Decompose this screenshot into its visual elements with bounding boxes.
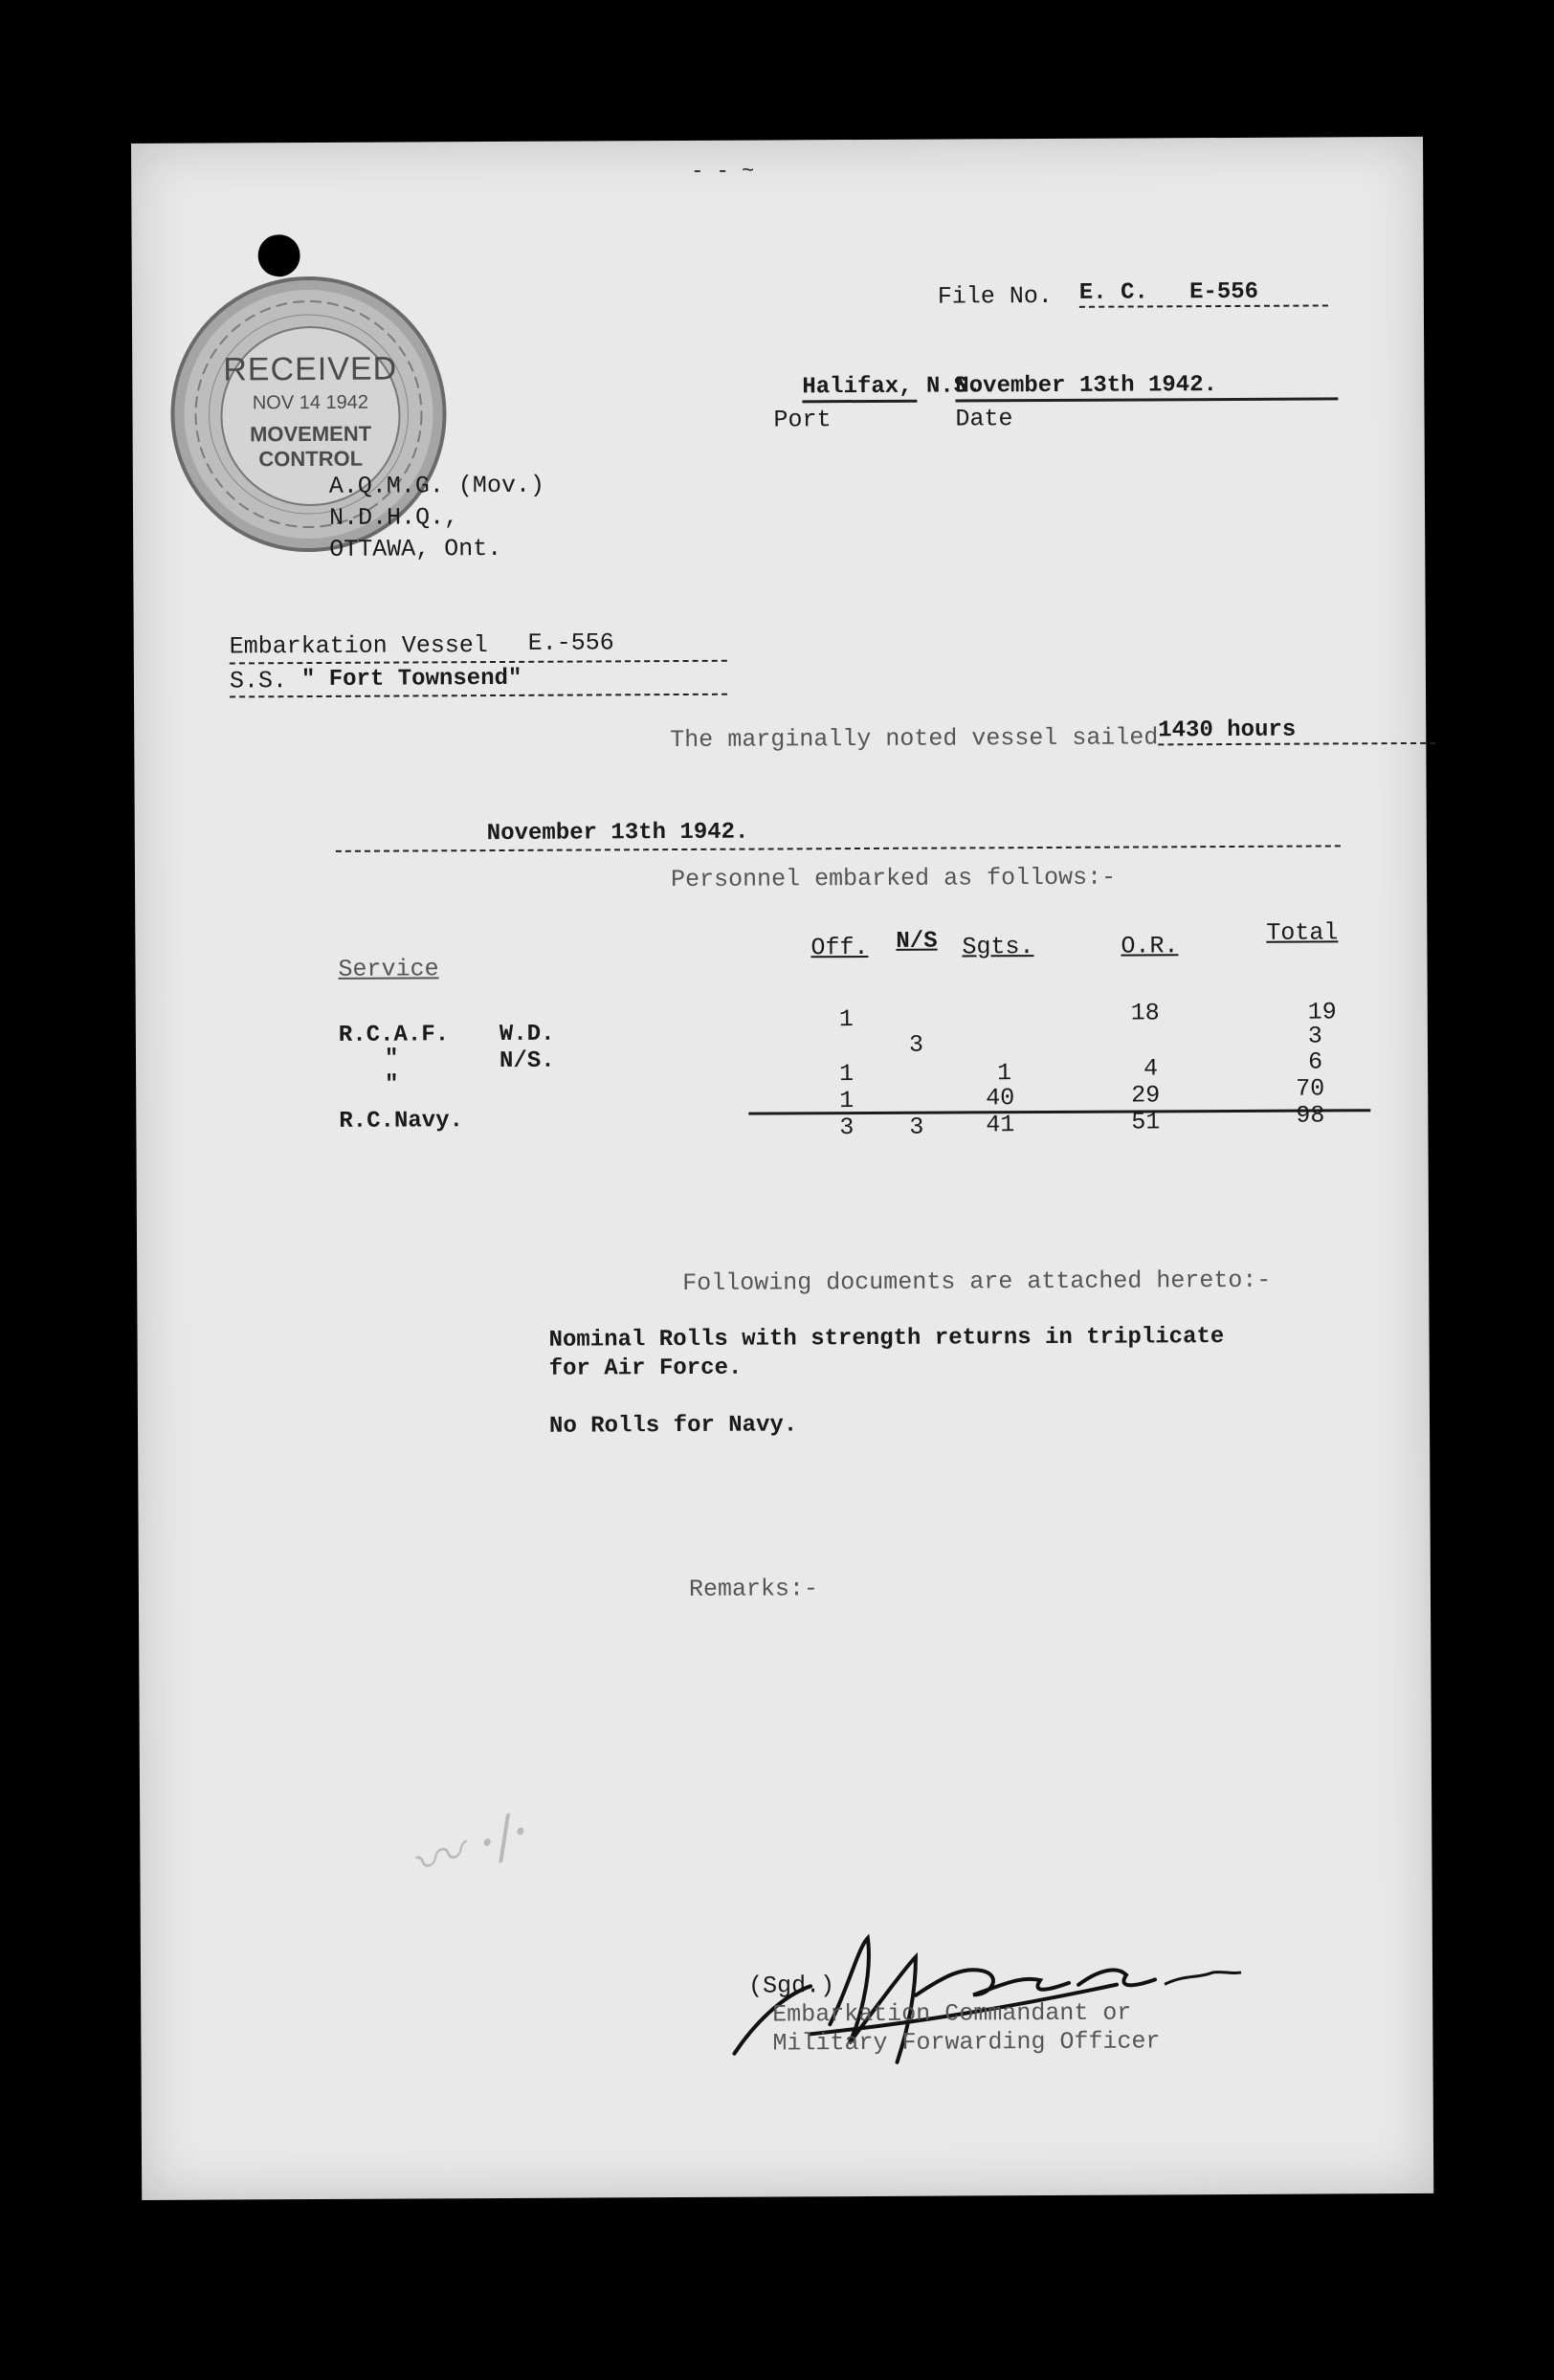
ship-name: " Fort Townsend" [300, 665, 522, 694]
addressee-line2: N.D.H.Q., [328, 503, 459, 532]
stamp-date: NOV 14 1942 [252, 391, 369, 414]
signature-line1: Embarkation Commandant or [772, 1998, 1132, 2029]
sgd-label: (Sgd.) [748, 1972, 835, 2000]
sailed-time: 1430 hours [1158, 716, 1435, 746]
row2-sub: N/S. [499, 1047, 555, 1074]
top-mark: - - ~ [691, 159, 755, 184]
col-sgts: Sgts. [962, 933, 1034, 961]
total-sgts: 41 [986, 1111, 1015, 1139]
punch-hole [258, 234, 300, 276]
port-label: Port [773, 406, 832, 434]
addressee-line3: OTTAWA, Ont. [329, 534, 502, 563]
row2-total: 3 [1307, 1022, 1322, 1050]
row1-total: 19 [1307, 998, 1337, 1026]
col-off: Off. [810, 933, 869, 962]
stamp-title: RECEIVED [223, 350, 398, 388]
remarks-label: Remarks:- [688, 1575, 819, 1603]
file-number: E. C. E-556 [1079, 278, 1328, 307]
row3-service: " [385, 1071, 399, 1098]
row3-sgts: 1 [997, 1059, 1012, 1088]
service-header: Service [338, 955, 439, 983]
sailed-date: November 13th 1942. [486, 819, 749, 848]
row4-sgts: 40 [986, 1084, 1015, 1113]
pencil-notation: 〰 ·/· [402, 1799, 539, 1898]
vessel-label: Embarkation Vessel [229, 631, 488, 661]
file-label: File No. [937, 281, 1053, 311]
col-or: O.R. [1121, 932, 1179, 960]
sailed-text: The marginally noted vessel sailed [670, 723, 1159, 755]
total-off: 3 [839, 1113, 855, 1142]
row4-service: R.C.Navy. [339, 1108, 464, 1135]
documents-text: Following documents are attached hereto:- [682, 1266, 1272, 1297]
port-value: Halifax, N.S. [802, 374, 917, 404]
vessel-underline [230, 660, 727, 665]
ship-prefix: S.S. [229, 667, 288, 695]
row2-service: " [384, 1046, 399, 1072]
addressee-line1: A.Q.M.G. (Mov.) [328, 471, 544, 500]
row2-ns: 3 [908, 1030, 924, 1059]
row4-or: 29 [1131, 1081, 1161, 1110]
vessel-number: E.-556 [527, 628, 614, 657]
row1-off: 1 [838, 1005, 854, 1034]
no-rolls-navy: No Rolls for Navy. [548, 1412, 798, 1440]
stamp-line2: CONTROL [258, 446, 364, 472]
rolls-line2: for Air Force. [548, 1355, 743, 1382]
row1-or: 18 [1130, 999, 1160, 1027]
row3-total: 6 [1307, 1047, 1323, 1076]
row3-or: 4 [1143, 1054, 1159, 1083]
row1-sub: W.D. [499, 1021, 555, 1047]
row1-service: R.C.A.F. [338, 1022, 450, 1048]
signature-line2: Military Forwarding Officer [772, 2027, 1161, 2058]
personnel-text: Personnel embarked as follows:- [670, 863, 1117, 894]
row3-off: 1 [839, 1060, 855, 1089]
date-value: November 13th 1942. [955, 371, 1338, 402]
date-label: Date [955, 405, 1013, 433]
total-or: 51 [1131, 1108, 1161, 1136]
document-page [131, 137, 1433, 2200]
row4-total: 70 [1296, 1074, 1325, 1103]
row4-off: 1 [839, 1087, 855, 1115]
stamp-line1: MOVEMENT [249, 421, 372, 447]
rolls-line1: Nominal Rolls with strength returns in triplicate [548, 1324, 1225, 1354]
col-ns: N/S [896, 928, 938, 955]
total-ns: 3 [909, 1113, 924, 1141]
ship-underline [230, 694, 727, 698]
col-total: Total [1266, 918, 1339, 947]
total-total: 98 [1296, 1101, 1325, 1130]
